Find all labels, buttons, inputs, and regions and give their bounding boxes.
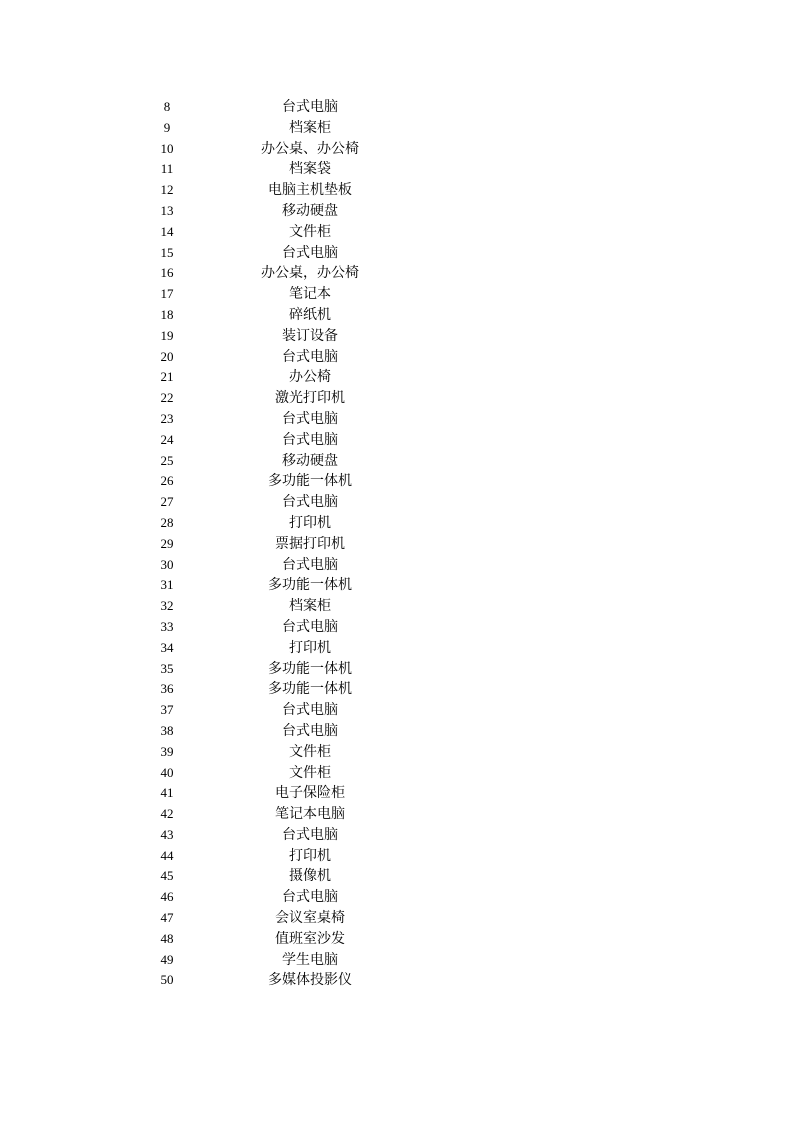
table-row bbox=[0, 451, 794, 472]
row-number: 19 bbox=[160, 327, 174, 343]
table-row bbox=[0, 908, 794, 929]
item-name: 移动硬盘 bbox=[282, 202, 338, 219]
item-name: 档案袋 bbox=[289, 161, 331, 178]
table-row bbox=[0, 659, 794, 680]
row-number: 33 bbox=[160, 618, 174, 634]
row-number: 44 bbox=[160, 847, 174, 863]
table-row bbox=[0, 492, 794, 513]
table-row bbox=[0, 596, 794, 617]
table-row bbox=[0, 555, 794, 576]
table-row bbox=[0, 742, 794, 763]
item-name: 多功能一体机 bbox=[268, 660, 352, 677]
item-name: 笔记本 bbox=[289, 286, 331, 303]
item-name: 激光打印机 bbox=[275, 390, 345, 407]
item-name: 台式电脑 bbox=[282, 618, 338, 635]
table-row bbox=[0, 700, 794, 721]
row-number: 50 bbox=[160, 972, 174, 988]
table-row bbox=[0, 159, 794, 180]
item-name: 电脑主机垫板 bbox=[268, 182, 352, 199]
table-row bbox=[0, 929, 794, 950]
item-name: 台式电脑 bbox=[282, 889, 338, 906]
item-name: 台式电脑 bbox=[282, 556, 338, 573]
item-name: 台式电脑 bbox=[282, 722, 338, 739]
row-number: 46 bbox=[160, 889, 174, 905]
item-name: 多媒体投影仪 bbox=[268, 972, 352, 989]
item-name: 台式电脑 bbox=[282, 348, 338, 365]
item-name: 碎纸机 bbox=[289, 306, 331, 323]
row-number: 29 bbox=[160, 535, 174, 551]
equipment-list-table bbox=[0, 97, 794, 991]
item-name: 学生电脑 bbox=[282, 951, 338, 968]
row-number: 27 bbox=[160, 494, 174, 510]
row-number: 49 bbox=[160, 951, 174, 967]
row-number: 38 bbox=[160, 722, 174, 738]
table-row bbox=[0, 950, 794, 971]
item-name: 移动硬盘 bbox=[282, 452, 338, 469]
table-row bbox=[0, 305, 794, 326]
table-row bbox=[0, 284, 794, 305]
row-number: 31 bbox=[160, 577, 174, 593]
item-name: 台式电脑 bbox=[282, 494, 338, 511]
table-row bbox=[0, 222, 794, 243]
row-number: 13 bbox=[160, 202, 174, 218]
item-name: 台式电脑 bbox=[282, 702, 338, 719]
row-number: 11 bbox=[160, 161, 174, 177]
item-name: 台式电脑 bbox=[282, 244, 338, 261]
row-number: 28 bbox=[160, 514, 174, 530]
item-name: 台式电脑 bbox=[282, 410, 338, 427]
row-number: 34 bbox=[160, 639, 174, 655]
item-name: 台式电脑 bbox=[282, 431, 338, 448]
item-name: 多功能一体机 bbox=[268, 681, 352, 698]
table-row bbox=[0, 679, 794, 700]
table-row bbox=[0, 513, 794, 534]
item-name: 电子保险柜 bbox=[275, 785, 345, 802]
table-row bbox=[0, 347, 794, 368]
item-name: 值班室沙发 bbox=[275, 930, 345, 947]
row-number: 23 bbox=[160, 410, 174, 426]
table-row bbox=[0, 804, 794, 825]
table-row bbox=[0, 617, 794, 638]
table-row bbox=[0, 825, 794, 846]
item-name: 打印机 bbox=[289, 639, 331, 656]
row-number: 35 bbox=[160, 660, 174, 676]
row-number: 9 bbox=[163, 119, 171, 135]
row-number: 15 bbox=[160, 244, 174, 260]
table-row bbox=[0, 638, 794, 659]
table-row bbox=[0, 139, 794, 160]
table-row bbox=[0, 721, 794, 742]
row-number: 8 bbox=[163, 99, 171, 114]
table-row bbox=[0, 887, 794, 908]
item-name: 台式电脑 bbox=[282, 99, 338, 115]
row-number: 39 bbox=[160, 743, 174, 759]
row-number: 45 bbox=[160, 868, 174, 884]
row-number: 12 bbox=[160, 182, 174, 198]
item-name: 多功能一体机 bbox=[268, 473, 352, 490]
row-number: 41 bbox=[160, 785, 174, 801]
row-number: 16 bbox=[160, 265, 174, 281]
row-number: 17 bbox=[160, 286, 174, 302]
item-name: 文件柜 bbox=[289, 223, 331, 240]
item-name: 多功能一体机 bbox=[268, 577, 352, 594]
table-row bbox=[0, 388, 794, 409]
row-number: 32 bbox=[160, 598, 174, 614]
table-row bbox=[0, 97, 794, 118]
row-number: 36 bbox=[160, 681, 174, 697]
table-row bbox=[0, 180, 794, 201]
item-name: 票据打印机 bbox=[275, 535, 345, 552]
item-name: 办公桌，办公椅 bbox=[261, 265, 359, 282]
item-name: 打印机 bbox=[289, 514, 331, 531]
table-row bbox=[0, 118, 794, 139]
table-row bbox=[0, 367, 794, 388]
table-row bbox=[0, 866, 794, 887]
item-name: 装订设备 bbox=[282, 327, 338, 344]
table-row bbox=[0, 575, 794, 596]
item-name: 档案柜 bbox=[289, 119, 331, 136]
row-number: 26 bbox=[160, 473, 174, 489]
table-row bbox=[0, 970, 794, 991]
item-name: 文件柜 bbox=[289, 743, 331, 760]
table-row bbox=[0, 763, 794, 784]
item-name: 文件柜 bbox=[289, 764, 331, 781]
item-name: 摄像机 bbox=[289, 868, 331, 885]
row-number: 48 bbox=[160, 930, 174, 946]
table-row bbox=[0, 409, 794, 430]
table-row bbox=[0, 243, 794, 264]
table-row bbox=[0, 430, 794, 451]
item-name: 档案柜 bbox=[289, 598, 331, 615]
row-number: 42 bbox=[160, 806, 174, 822]
row-number: 20 bbox=[160, 348, 174, 364]
row-number: 40 bbox=[160, 764, 174, 780]
row-number: 47 bbox=[160, 910, 174, 926]
row-number: 18 bbox=[160, 306, 174, 322]
item-name: 台式电脑 bbox=[282, 826, 338, 843]
row-number: 22 bbox=[160, 390, 174, 406]
item-name: 办公桌、办公椅 bbox=[261, 140, 359, 157]
row-number: 24 bbox=[160, 431, 174, 447]
table-row bbox=[0, 534, 794, 555]
table-row bbox=[0, 201, 794, 222]
table-row bbox=[0, 263, 794, 284]
row-number: 10 bbox=[160, 140, 174, 156]
row-number: 43 bbox=[160, 826, 174, 842]
item-name: 办公椅 bbox=[289, 369, 331, 386]
row-number: 14 bbox=[160, 223, 174, 239]
row-number: 37 bbox=[160, 702, 174, 718]
row-number: 30 bbox=[160, 556, 174, 572]
item-name: 会议室桌椅 bbox=[275, 910, 345, 927]
row-number: 25 bbox=[160, 452, 174, 468]
item-name: 打印机 bbox=[289, 847, 331, 864]
table-row bbox=[0, 326, 794, 347]
table-row bbox=[0, 846, 794, 867]
table-row bbox=[0, 783, 794, 804]
row-number: 21 bbox=[160, 369, 174, 385]
table-row bbox=[0, 471, 794, 492]
item-name: 笔记本电脑 bbox=[275, 806, 345, 823]
